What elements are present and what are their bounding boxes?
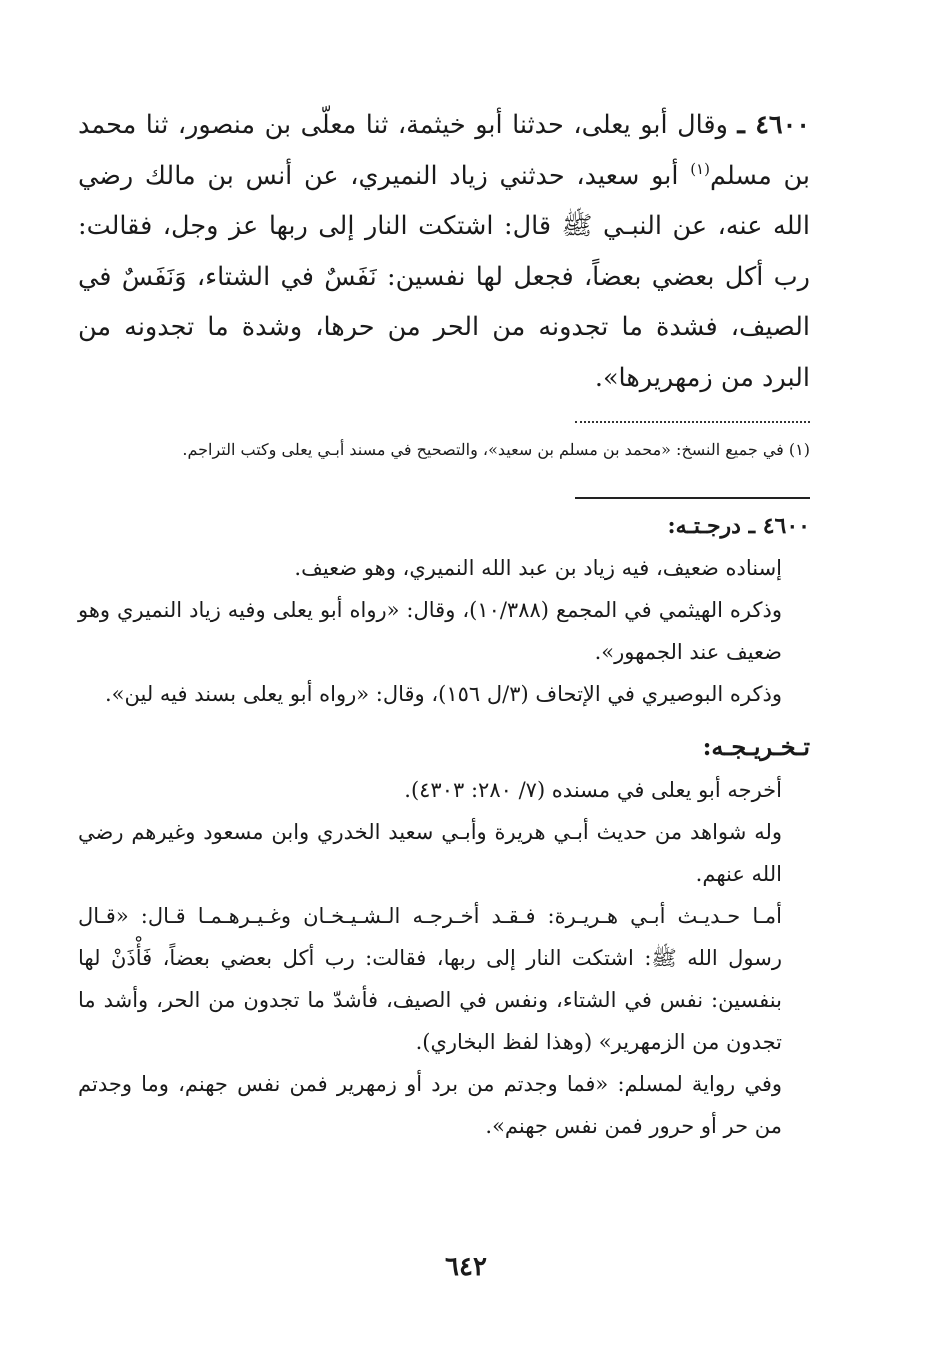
grading-paragraph-2: وذكره الهيثمي في المجمع (١٠/٣٨٨)، وقال: «رواه أبو يعلى وفيه زياد النميري وهو ضعيف عند الجمهور».	[78, 598, 782, 664]
takhrij-paragraph-2: وله شواهد من حديث أبـي هريرة وأبـي سعيد الخدري وابن مسعود وغيرهم رضي الله عنهم.	[78, 820, 782, 886]
grading-heading: ٤٦٠٠ ـ درجـتـه:	[667, 513, 810, 539]
footnote-divider	[575, 421, 810, 433]
hadith-number: ٤٦٠٠ ـ	[737, 110, 810, 140]
page-number: ٦٤٢	[445, 1252, 487, 1282]
hadith-text-part2: أبو سعيد، حدثني زياد النميري، عن أنس بن مالك رضي الله عنه، عن النبـي ﷺ قال: اشتكت النار إلى ربها عز وجل، فقالت: رب أكل بعضي بعضاً، فجعل لها نفسين: نَفَسٌ في الشتاء، وَنَفَسٌ في الصيف، فشدة ما تجدونه من الحر من حرها، وشدة ما تجدونه من البرد من زمهريرها».	[78, 160, 810, 393]
grading-paragraph-3: وذكره البوصيري في الإتحاف (٣/ل ١٥٦)، وقال: «رواه أبو يعلى بسند فيه لين».	[104, 682, 782, 706]
takhrij-paragraph-4: وفي رواية لمسلم: «فما وجدتم من برد أو زمهرير فمن نفس جهنم، وما وجدتم من حر أو حرور فمن نفس جهنم».	[78, 1072, 783, 1138]
grading-paragraph-1: إسناده ضعيف، فيه زياد بن عبد الله النميري، وهو ضعيف.	[294, 556, 782, 580]
takhrij-paragraph-1: أخرجه أبو يعلى في مسنده (٧/ ٢٨٠: ٤٣٠٣).	[404, 778, 782, 802]
hadith-text	[78, 100, 810, 403]
section-divider	[575, 497, 810, 499]
footnote: (١) في جميع النسخ: «محمد بن مسلم بن سعيد»، والتصحيح في مسند أبـي يعلى وكتب التراجم.	[182, 440, 810, 459]
hadith-text-part1: وقال أبو يعلى، حدثنا أبو خيثمة، ثنا معلّى بن منصور، ثنا محمد بن مسلم	[78, 110, 811, 191]
takhrij-heading: تـخـريـجـه:	[702, 732, 810, 761]
footnote-marker[interactable]: (١)	[690, 159, 710, 178]
page-content	[78, 100, 810, 1147]
takhrij-paragraph-3: أمـا حـديـث أبـي هـريـرة: فـقـد أخـرجـه الـشـيـخـان وغـيـرهـمـا قـال: «قـال رسول الله ﷺ: اشتكت النار إلى ربها، فقالت: رب أكل بعضي بعضاً، فَأْذَنْ لها بنفسين: نفس في الشتاء، ونفس في الصيف، فأشدّ ما تجدون من الحر، وأشد ما تجدون من الزمهرير» (وهذا لفظ البخاري).	[78, 904, 782, 1054]
